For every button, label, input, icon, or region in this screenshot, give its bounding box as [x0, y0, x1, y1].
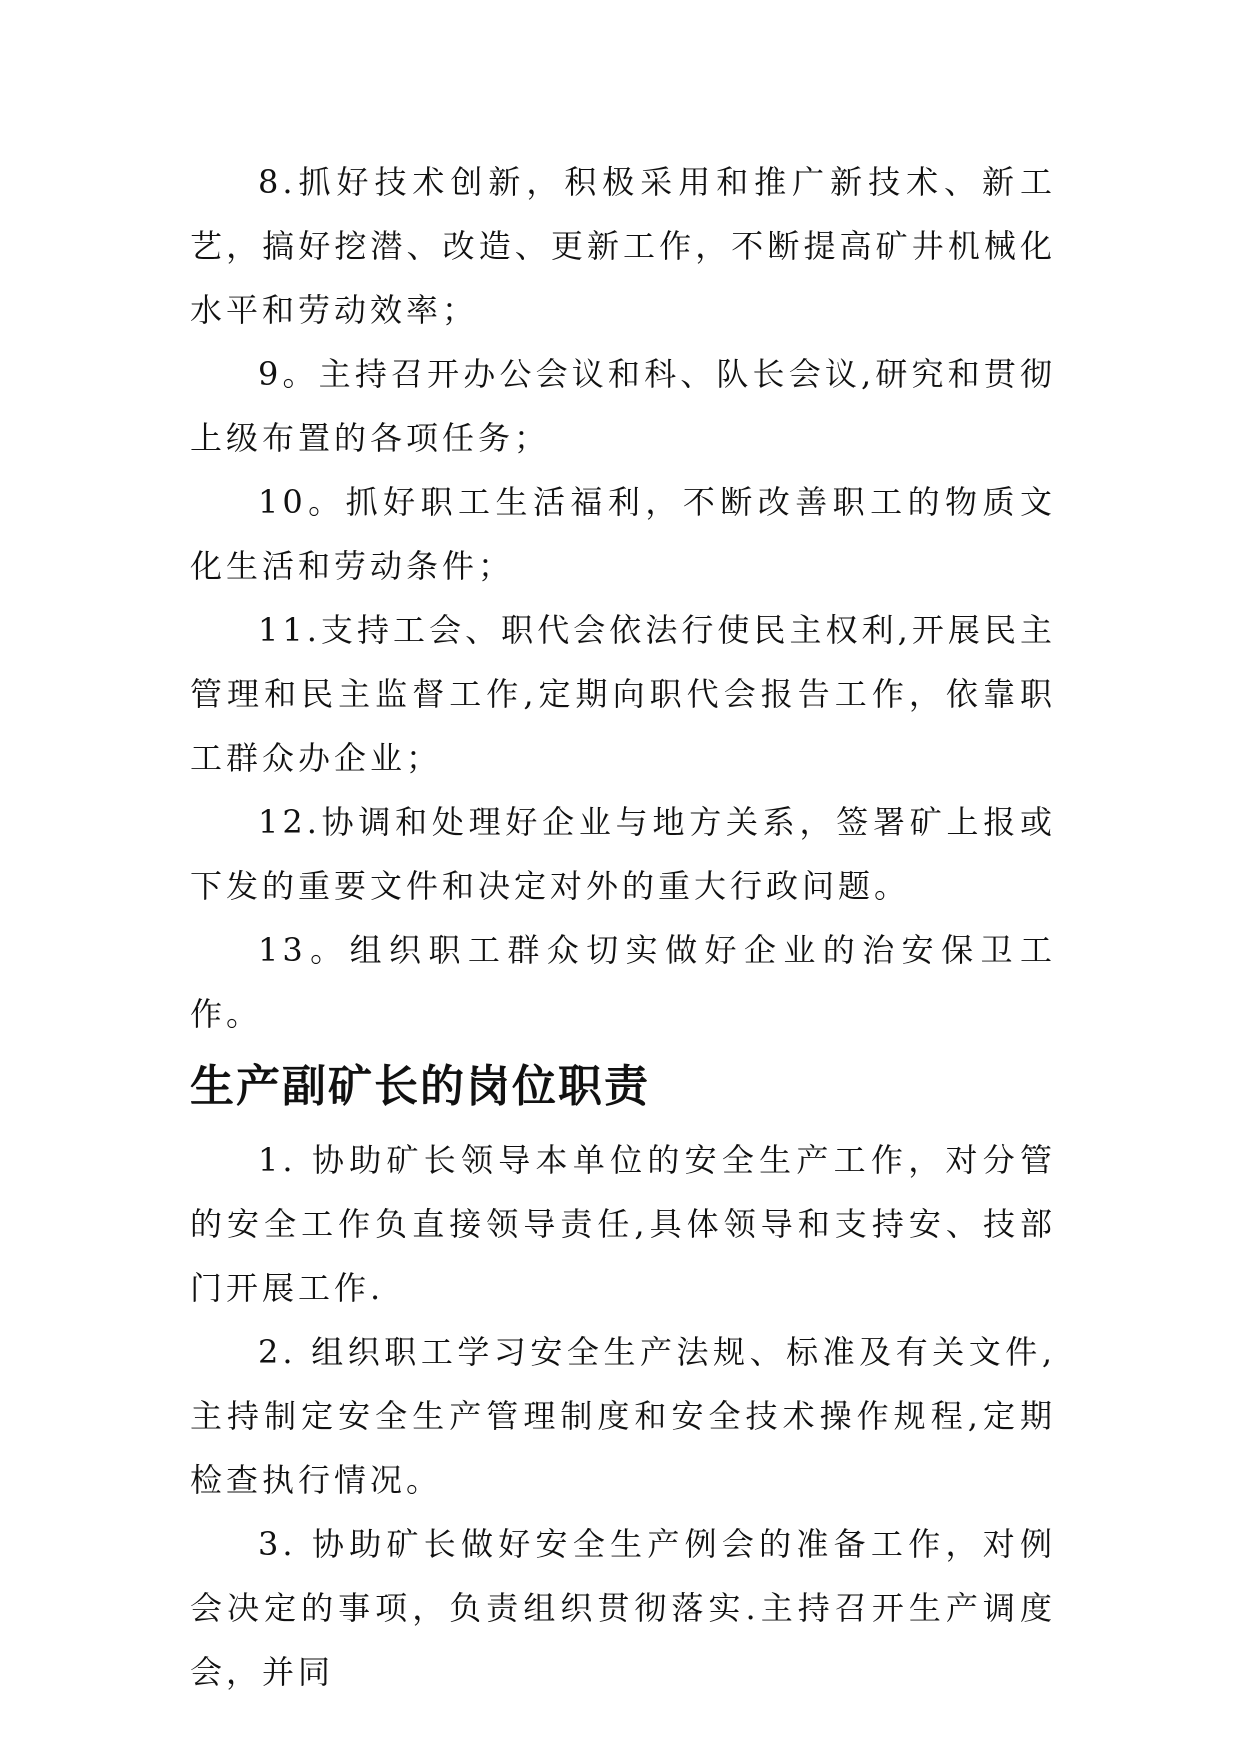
deputy-duty-item-1: 1. 协助矿长领导本单位的安全生产工作，对分管的安全工作负直接领导责任,具体领导和支持安、技部门开展工作. [190, 1141, 1056, 1307]
duty-item-9: 9。主持召开办公会议和科、队长会议,研究和贯彻上级布置的各项任务； [190, 355, 1056, 457]
duty-item-11: 11.支持工会、职代会依法行使民主权利,开展民主管理和民主监督工作,定期向职代会报告工作，依靠职工群众办企业； [190, 611, 1056, 777]
deputy-duty-item-3: 3. 协助矿长做好安全生产例会的准备工作，对例会决定的事项，负责组织贯彻落实.主持召开生产调度会，并同 [190, 1525, 1056, 1691]
duty-item-10: 10。抓好职工生活福利，不断改善职工的物质文化生活和劳动条件； [190, 483, 1056, 585]
document-body [190, 150, 1056, 1704]
duty-item-13: 13。组织职工群众切实做好企业的治安保卫工作。 [190, 931, 1056, 1033]
deputy-duty-item-2: 2. 组织职工学习安全生产法规、标准及有关文件,主持制定安全生产管理制度和安全技术操作规程,定期检查执行情况。 [190, 1333, 1056, 1499]
section-heading: 生产副矿长的岗位职责 [190, 1061, 650, 1112]
duty-item-12: 12.协调和处理好企业与地方关系，签署矿上报或下发的重要文件和决定对外的重大行政问题。 [190, 803, 1056, 905]
duty-item-8: 8.抓好技术创新，积极采用和推广新技术、新工艺，搞好挖潜、改造、更新工作，不断提高矿井机械化水平和劳动效率； [190, 163, 1056, 329]
